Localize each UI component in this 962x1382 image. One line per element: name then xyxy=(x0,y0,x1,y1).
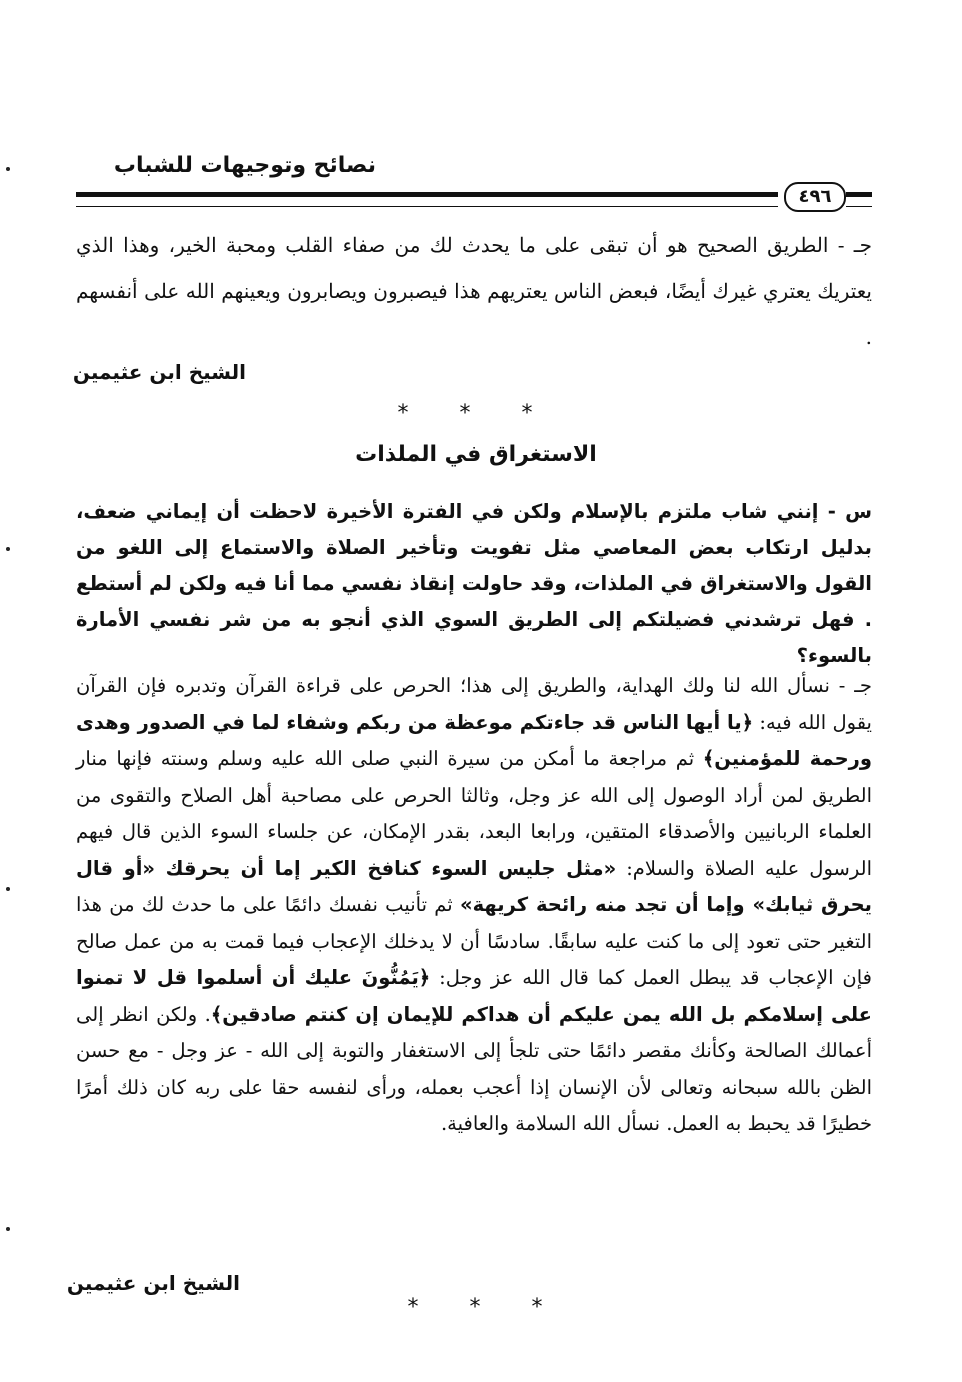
answer-part-3: ثم تأنيب نفسك دائمًا على ما حدث لك من هذا التغير حتى تعود إلى ما كنت عليه سابقًا. سادسًا أن لا يدخلك الإعجاب فيما قمت به من عمل صالح فإن الإعجاب قد يبطل العمل كما قال الله عز وجل: xyxy=(76,893,872,989)
edge-mark xyxy=(6,167,10,171)
quran-quote-2: ﴿يَمُنُّونَ عليك أن أسلموا قل لا تمنوا على إسلامكم بل الله يمن عليكم أن هداكم للإيمان إن كنتم صادقين﴾ xyxy=(76,966,872,1026)
section-separator: * * * xyxy=(397,401,555,426)
edge-mark xyxy=(6,547,10,551)
header-rule-end xyxy=(846,192,872,207)
answer-part-2: ثم مراجعة ما أمكن من سيرة النبي صلى الله عليه وسلم وسنته فإنها منار الطريق لمن أراد الوصول إلى الله عز وجل، وثالثا الحرص على مصاحبة أهل الصلاح والتقوى من العلماء الربانيين والأصدقاء المتقين، ورابعا البعد، بقدر الإمكان، عن جلساء السوء الذين قال فيهم الرسول عليه الصلاة والسلام: xyxy=(76,747,872,880)
edge-mark xyxy=(6,1227,10,1231)
running-title: نصائح وتوجيهات للشباب xyxy=(113,153,376,178)
header-rule xyxy=(76,192,778,207)
question-text: س - إنني شاب ملتزم بالإسلام ولكن في الفترة الأخيرة لاحظت أن إيماني ضعف، بدليل ارتكاب بعض المعاصي مثل تفويت وتأخير الصلاة والاستماع إلى اللغو من القول والاستغراق في الملذات، وقد حاولت إنقاذ نفسي مما أنا فيه ولكن لم أستطع . فهل ترشدني فضيلتكم إلى الطريق السوي الذي أنجو به من شر نفسي الأمارة بالسوء؟ xyxy=(76,500,872,667)
hadith-quote: «مثل جليس السوء كنافخ الكير إما أن يحرقك «أو قال يحرق ثيابك» وإما أن تجد منه رائحة كريهة» xyxy=(76,856,872,916)
section-separator: * * * xyxy=(407,1295,565,1320)
signature-ibn-uthaymeen: الشيخ ابن عثيمين xyxy=(66,1271,240,1295)
section-title: الاستغراق في الملذات xyxy=(355,442,597,467)
edge-mark xyxy=(6,887,10,891)
quran-quote-1: ﴿يا أيها الناس قد جاءتكم موعظة من ربكم وشفاء لما في الصدور وهدى ورحمة للمؤمنين﴾ xyxy=(76,710,872,770)
signature-ibn-uthaymeen: الشيخ ابن عثيمين xyxy=(72,360,246,384)
answer-part-4: . ولكن انظر إلى أعمالك الصالحة وكأنك مقصر دائمًا حتى تلجأ إلى الاستغفار والتوبة إلى الله - عز وجل - مع حسن الظن بالله سبحانه وتعالى لأن الإنسان إذا أعجب بعمله، ورأى لنفسه حقا على ربه كان ذلك أمرًا خطيرًا قد يحبط به العمل. نسأل الله السلامة والعافية. xyxy=(76,1002,872,1135)
previous-answer-text: جـ - الطريق الصحيح هو أن تبقى على ما يحدث لك من صفاء القلب ومحبة الخير، وهذا الذي يعتريك يعتري غيرك أيضًا، فبعض الناس يعتريهم هذا فيصبرون ويصابرون ويعينهم الله على أنفسهم . xyxy=(76,233,872,349)
answer-part-1: جـ - نسأل الله لنا ولك الهداية، والطريق إلى هذا؛ الحرص على قراءة القرآن وتدبره فإن القرآن يقول الله فيه: xyxy=(76,674,872,734)
answer-text xyxy=(76,668,872,1143)
page-number: ٤٩٦ xyxy=(784,182,846,212)
